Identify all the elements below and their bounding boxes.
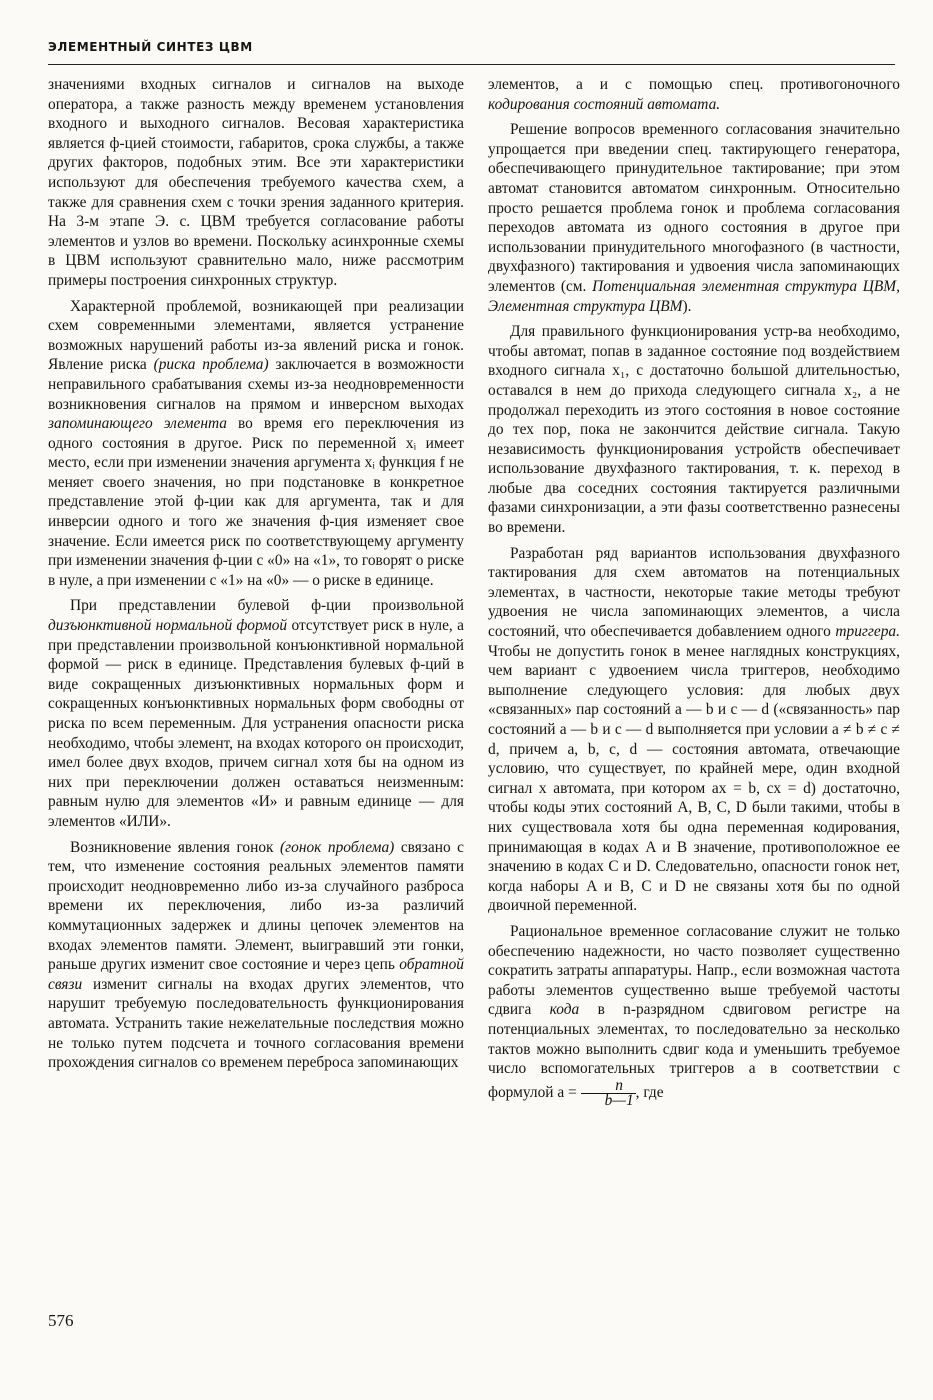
paragraph: элементов, а и с помощью спец. противогоночного кодирования состояний автомата.	[488, 76, 900, 113]
paragraph-rational: Рациональное временное согласование служит не только обеспечению надежности, но часто позволяет существенно сократить затраты аппаратуры. Напр., если возможная частота работы элементов существенно выше требуемой частоты сдвига кода в n-разрядном сдвиговом регистре на потенциальных элементах, то последовательно за несколько тактов можно выполнить сдвиг кода и уменьшить требуемое число вспомогательных триггеров a в соответствии с формулой a = $\frac{n}{b—1}$ , где	[488, 922, 901, 1109]
paragraph-boolean: При представлении булевой ф-ции произвольной дизъюнктивной нормальной формой отсутствует риск в нуле, а при представлении произвольной конъюнктивной нормальной формой — риск в единице. Представления булевых ф-ций в виде сокращенных дизъюнктивных нормальных форм и сокращенных конъюнктивных нормальных форм свободны от риска по всем переменным. Для устранения опасности риска необходимо, чтобы элемент, на входах которого он происходит, имел более двух входов, причем сигнал хотя бы на одном из них при переключении должен оставаться неизменным: равным нулю для элементов «И» и равным единице — для элементов «ИЛИ».	[48, 597, 464, 830]
running-header: ЭЛЕМЕНТНЫЙ СИНТЕЗ ЦВМ	[48, 40, 253, 54]
paragraph-two-phase: Разработан ряд вариантов использования двухфазного тактирования для схем автоматов на потенциальных элементах, в частности, некоторые такие методы требуют удвоения не числа запоминающих элементов, а числа состояний, что обеспечивается добавлением одного триггера. Чтобы не допустить гонок в менее наглядных конструкциях, чем вариант с удвоением числа триггеров, необходимо выполнение следующего условия: для любых двух «связанных» пар состояний a — b и c — d («связанность» пар состояний a — b и c — d выполняется при условии a ≠ b ≠ c ≠ d, причем a, b, c, d — состояния автомата, отвечающие условию, что существует, по крайней мере, один входной сигнал x автомата, при котором ax = b, cx = d) достаточно, чтобы коды этих состояний A, B, C, D были такими, чтобы в них существовала хотя бы одна переменная кодирования, принимающая в кодах A и B значение, противоположное ее значению в кодах C и D. Следовательно, опасности гонок нет, когда наборы A и B, C и D не связаны хотя бы по одной двоичной переменной.	[488, 544, 900, 915]
term-link: запоминающего элемента	[48, 415, 227, 433]
page-number: 576	[48, 1311, 74, 1330]
header-rule	[48, 64, 895, 65]
paragraph: значениями входных сигналов и сигналов на выходе оператора, а также разность между временем установления входного и выходного сигналов. Весовая характеристика является ф-цией стоимости, габаритов, срока службы, а также других факторов, подобных этим. Все эти характеристики используют для обеспечения требуемого качества схем, а также для сравнения схем с точки зрения заданного критерия. На 3-м этапе Э. с. ЦВМ требуется согласование работы элементов и узлов во времени. Поскольку асинхронные схемы в ЦВМ используют сравнительно мало, ниже рассмотрим примеры построения синхронных структур.	[48, 76, 464, 289]
term-link: Потенциальная элементная структура ЦВМ, Элементная структура ЦВМ	[488, 277, 900, 315]
paragraph-races: Возникновение явления гонок (гонок проблема) связано с тем, что изменение состояния реальных элементов памяти происходит неодновременно либо из-за случайного разброса времени их переключения, либо из-за различий коммутационных задержек и длины цепочек элементов на входах элементов памяти. Элемент, выигравший эти гонки, раньше других изменит свое состояние и через цепь обратной связи изменит сигналы на входах других элементов, что нарушит требуемую последовательность функционирования автомата. Устранить такие нежелательные последствия можно не только путем подсчета и точного согласования времени прохождения сигналов со временем переброса запоминающих	[48, 838, 464, 1072]
formula-fraction	[581, 1076, 636, 1109]
term-link: (гонок проблема)	[280, 838, 395, 856]
paragraph-function: Для правильного функционирования устр-ва необходимо, чтобы автомат, попав в заданное состояние под воздействием входного сигнала x₁, с достаточно большой длительностью, оставался в нем до прихода следующего сигнала x₂, а не продолжал переходить из этого состояния в новое состояние до тех пор, пока не закончится действие сигнала. Такую независимость функционирования устройств обеспечивает использование двухфазного тактирования, т. к. переход в любые два соседних состояния тактируется различными фазами синхронизации, а эти фазы соответственно разнесены во времени.	[488, 323, 900, 537]
term-link: триггера.	[835, 623, 900, 641]
paragraph-timing: Решение вопросов временного согласования значительно упрощается при введении спец. тактирующего генератора, обеспечивающего принудительное тактирование; при этом автомат становится автоматом синхронным. Относительно просто решается проблема гонок и проблема согласования переходов автомата из одного состояния в другое при использовании принудительного многофазного (в частности, двухфазного) тактирования и удвоения числа запоминающих элементов (см. Потенциальная элементная структура ЦВМ, Элементная структура ЦВМ).	[488, 121, 900, 315]
term-link: (риска проблема)	[153, 356, 269, 374]
fraction-numerator: n	[581, 1079, 636, 1094]
fraction-denominator: b—1	[604, 1091, 634, 1109]
right-column	[488, 75, 900, 1114]
left-column	[48, 75, 464, 1079]
term-link: кода	[549, 1001, 580, 1019]
term-link: кодирования состояний автомата.	[488, 95, 721, 113]
term-link: дизъюнктивной нормальной формой	[48, 617, 288, 635]
term-link: обратной связи	[48, 956, 464, 993]
paragraph-risk: Характерной проблемой, возникающей при реализации схем современными элементами, является устранение возможных нарушений работы из-за явлений риска и гонок. Явление риска (риска проблема) заключается в возможности неправильного срабатывания схемы из-за неодновременности возникновения сигналов на прямом и инверсном выходах запоминающего элемента во время его переключения из одного состояния в другое. Риск по переменной xᵢ имеет место, если при изменении значения аргумента xᵢ функция f не меняет своего значения, но при подстановке в конкретное представление этой ф-ции как для аргумента, так и для инверсии одного и того же значения ф-ция изменяет свое значение. Если имеется риск по соответствующему аргументу при изменении значения ф-ции с «0» на «1», то говорят о риске в нуле, а при изменении с «1» на «0» — о риске в единице.	[48, 297, 464, 589]
